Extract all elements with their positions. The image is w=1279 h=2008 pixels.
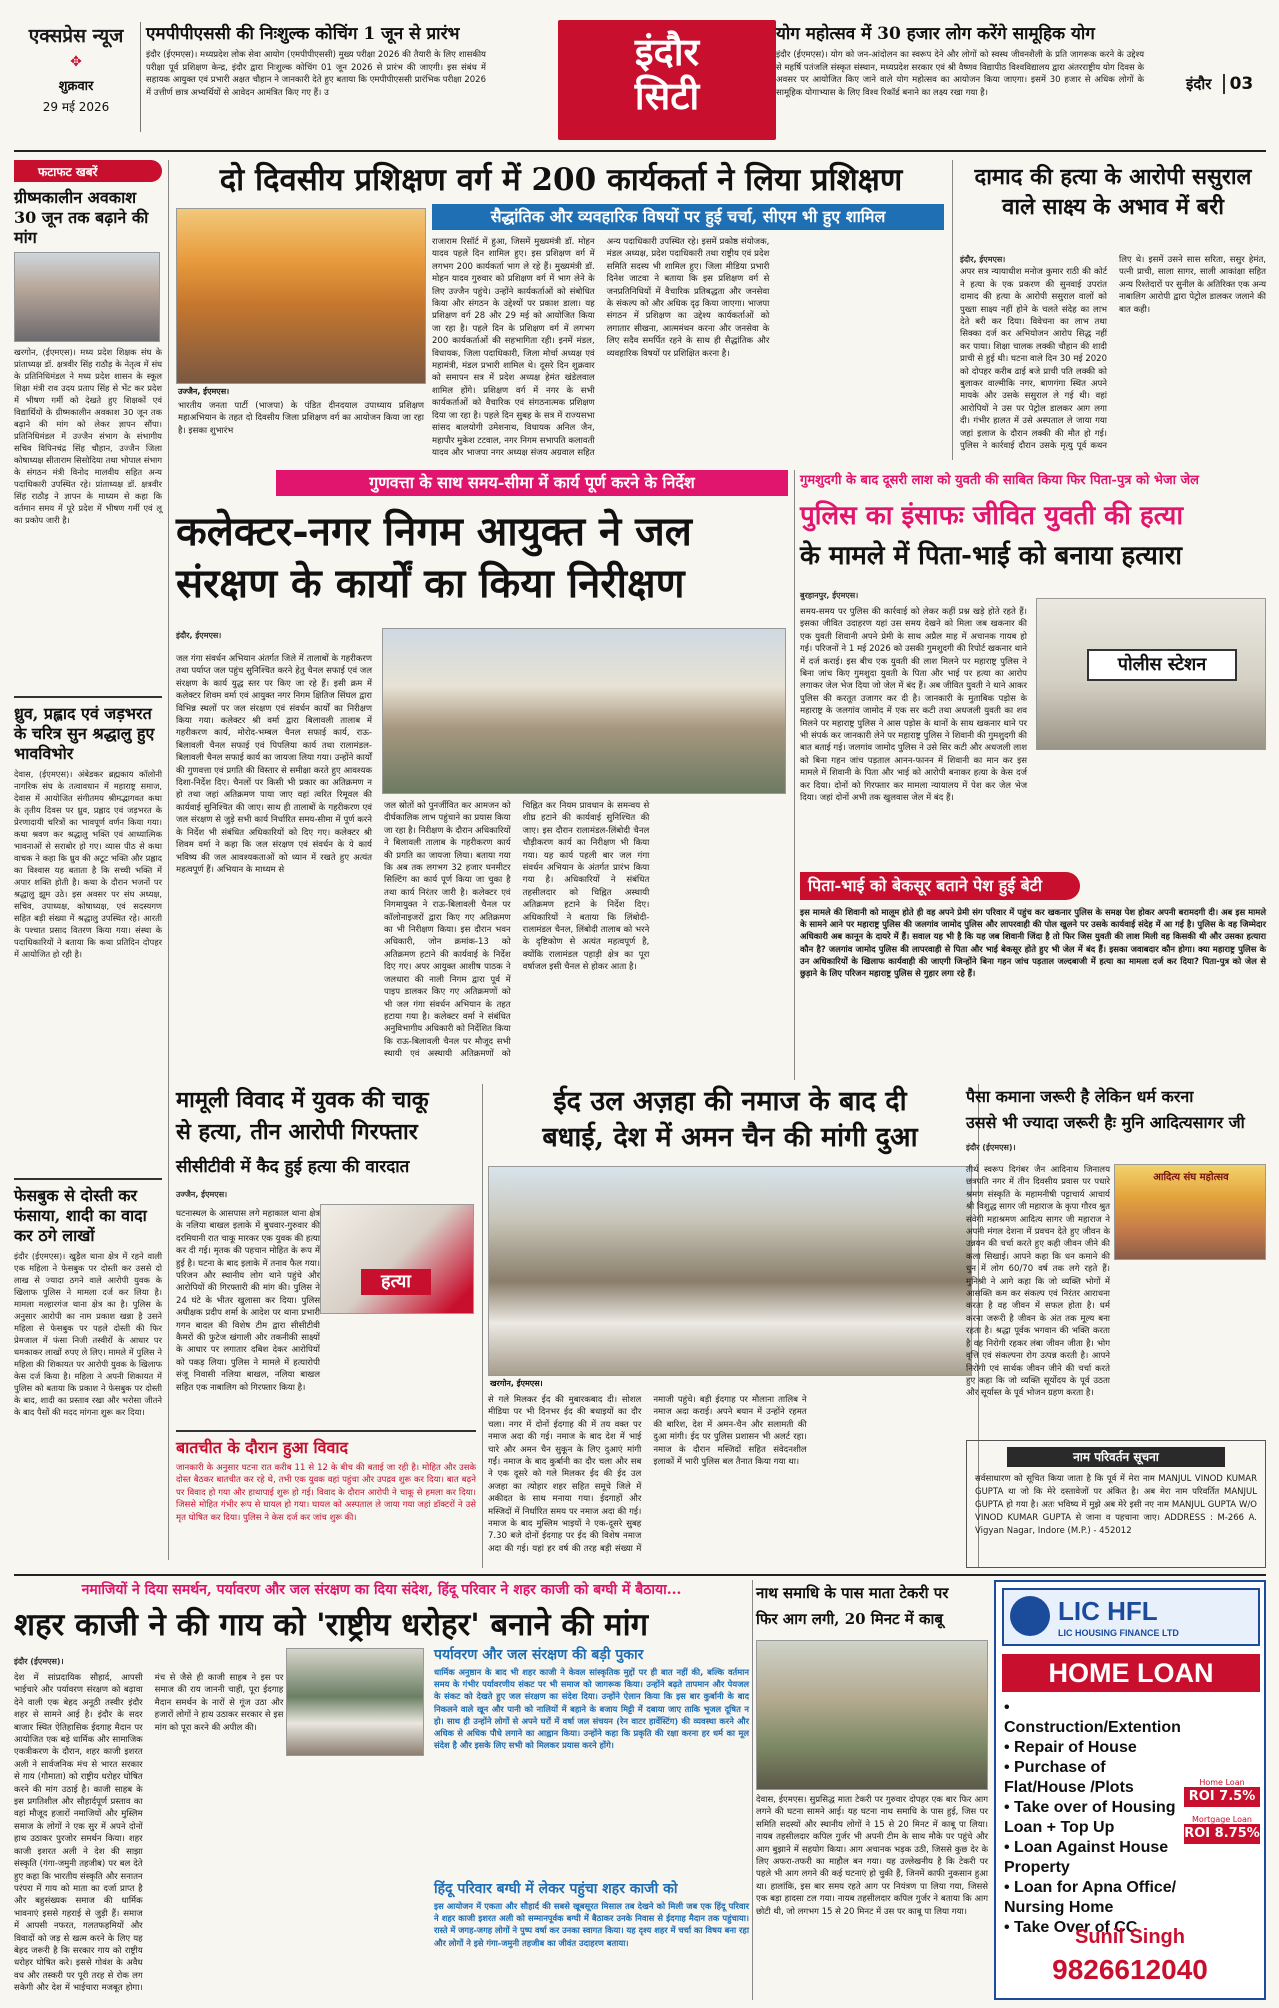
training-photo	[176, 208, 426, 384]
day: शुक्रवार	[58, 79, 94, 94]
qazi-headline: शहर काजी ने की गाय को 'राष्ट्रीय धरोहर' बनाने की मांग	[14, 1607, 649, 1643]
sidebar-story1-headline: ग्रीष्मकालीन अवकाश 30 जून तक बढ़ाने की मांग	[14, 188, 149, 247]
damad-body	[960, 254, 1266, 462]
lic-logo	[1002, 1588, 1260, 1646]
collector-text-left: जल गंगा संवर्धन अभियान अंतर्गत जिले में तालाबों के गहरीकरण तथा पर्याप्त जल पहुंच सुनिश्चित करने हेतु चैनल सफाई एवं जल संरक्षण के कार्य युद्ध स्तर पर किए जा रहे हैं। इसी क्रम में कलेक्टर शिवम वर्मा एवं आयुक्त नगर निगम क्षितिज सिंघल द्वारा विभिन्न स्थलों पर जल संरक्षण एवं संवर्धन कार्यों का निरीक्षण किया गया। कलेक्टर श्री वर्मा द्वारा बिलावली तालाब में गहरीकरण कार्य, मोरोद-भम्बल चैनल सफाई कार्य, राऊ-बिलावली चैनल सफाई एवं पिपलिया कार्य तथा रालामंडल-बिलावली चैनल सफाई कार्य का जायजा लिया गया। उन्होंने कार्यों की गुणवत्ता एवं प्रगति की विस्तार से समीक्षा करते हुए आवश्यक दिशा-निर्देश दिए। चैनलों पर किसी भी प्रकार का अतिक्रमण न हो तथा जहां अतिक्रमण पाया जाए वहां त्वरित रिमूवल की कार्यवाई सुनिश्चित की जाए। साथ ही तालाबों के गहरीकरण एवं जल संरक्षण से जुड़े सभी कार्य निर्धारित समय-सीमा में पूर्ण करने के निर्देश भी संबंधित अधिकारियों को दिए गए। कलेक्टर श्री शिवम वर्मा ने कहा कि जल संरक्षण एवं संवर्धन के ये कार्य भविष्य की जल आवश्यकताओं को ध्यान में रखते हुए अत्यंत महत्वपूर्ण हैं। अभियान के माध्यम से	[176, 654, 372, 875]
murder-box	[176, 1430, 476, 1568]
dateline: इंदौर (ईएमएस)।	[966, 1143, 1016, 1152]
jain-headline-line1: पैसा कमाना जरूरी है लेकिन धर्म करना	[966, 1087, 1194, 1106]
paper-name: एक्सप्रेस न्यूज	[28, 25, 124, 47]
lic-item: • Take over of Housing Loan + Top Up	[1004, 1799, 1176, 1836]
section-title-line1: इंदौर	[634, 29, 700, 74]
murder-photo-label: हत्या	[361, 1269, 431, 1295]
lic-rate1: ROI 7.5%	[1184, 1787, 1260, 1807]
headline: एमपीपीएससी की निःशुल्क कोचिंग 1 जून से प्रारंभ	[146, 24, 460, 44]
lic-item: • Loan for Apna Office/ Nursing Home	[1004, 1879, 1177, 1916]
city-label: इंदौर	[1186, 75, 1212, 93]
jain-text: तीर्थ स्वरूप दिगंबर जैन आदिनाथ जिनालय छत्रपति नगर में तीन दिवसीय प्रवास पर पधारे श्रमण संस्कृति के महामनीषी पट्टाचार्य आचार्य श्री विशुद्ध सागर जी महाराज के कृपा गौरव श्रुत संवेगी महाश्रमण आदित्य सागर जी महाराज ने अपनी मंगल देशना में प्रवचन देते हुए जीवन के उन्नयन की चर्चा करते हुए कही जीवन जीने की कला सिखाई। आपने कहा कि धन कमाने की धुन में लोग 60/70 वर्ष तक लगे रहते हैं। मुनिश्री ने आगे कहा कि जो व्यक्ति भोगों में आसक्ति कम कर संकल्प एवं निरंतर आराधना करता है वह जीवन में सफल होता है। धर्म करना जरूरी है जीवन के अंत तक मूल्य बना रहता है। श्रद्धा पूर्वक भगवान की भक्ति करता है वह निरोगी रहकर लंबा जीवन जीता है। भोग वृत्ति एवं संकल्पना रोग उत्पन्न करती है। आपने निरोगी एवं सार्थक जीवन जीने की चर्चा करते हुए कहा कि जो व्यक्ति सूर्योदय के पूर्व उठता और सूर्यास्त के पूर्व भोजन ग्रहण करता है।	[966, 1165, 1110, 1399]
name-change-text: सर्वसाधारण को सूचित किया जाता है कि पूर्व में मेरा नाम MANJUL VINOD KUMAR GUPTA था जो कि मेरे दस्तावेजों पर अंकित है। अब मेरा नाम परिवर्तित MANJUL GUPTA हो गया है। अतः भविष्य में मुझे अब मेरे इसी नए नाम MANJUL GUPTA W/O VINOD KUMAR GUPTA से जाना व पहचाना जाए। ADDRESS : M-266 A. Vigyan Nagar, Indore (M.P.) - 452012	[975, 1474, 1257, 1536]
police-box-title: पिता-भाई को बेकसूर बताने पेश हुई बेटी	[800, 872, 1080, 900]
top-story-subheadline: सैद्धांतिक और व्यवहारिक विषयों पर हुई चर्चा, सीएम भी हुए शामिल	[432, 204, 944, 230]
police-box-text: इस मामले की शिवानी को मालूम होते ही वह अपने प्रेमी संग परिवार में पहुंच कर खकनार पुलिस के समक्ष पेश होकर अपनी बरामदगी दी। अब इस मामले के सामने आने पर महाराष्ट्र पुलिस की जलगांव जामोद पुलिस और लापरवाही की पोल खुलने पर उसके कार्यवाई संदेह में आ गई है। पुलिस के वह जिम्मेदार अधिकारी अब कानून के दायरे में हैं। सवाल यह भी है कि यह जब शिवानी जिंदा है तो फिर जिस युवती की लाश मिली वह किसकी थी और उसका हत्यारा कौन है? जलगांव जामोद पुलिस की लापरवाही से पिता और भाई बेकसूर होते हुए भी जेल में बंद हैं। इसका जवाबदार कौन होगा। क्या महाराष्ट्र पुलिस के उन अधिकारियों के खिलाफ कार्यवाही की जाएगी जिन्होंने बिना गहन जांच पड़ताल जल्दबाजी में हत्या का मामला दर्ज कर दिया? पिता-पुत्र को जेल से छुड़ाने के लिए परिजन महाराष्ट्र पुलिस से गुहार लगा रहे हैं।	[800, 907, 1266, 979]
top-story-col1: भारतीय जनता पार्टी (भाजपा) के पंडित दीनदयाल उपाध्याय प्रशिक्षण महाअभियान के तहत दो दिवसीय जिला प्रशिक्षण वर्ग का आयोजन किया जा रहा है। इसका शुभारंभ	[178, 401, 424, 436]
lic-rate1-label: Home Loan	[1199, 1778, 1245, 1787]
fire-photo	[756, 1640, 988, 1790]
eid-namaz-photo	[488, 1166, 972, 1376]
photo-credit: उज्जैन, ईएमएस।	[178, 387, 230, 396]
station-sign: पोलीस स्टेशन	[1087, 649, 1237, 681]
lic-ad	[994, 1580, 1266, 2000]
damad-text: अपर सत्र न्यायाधीश मनोज कुमार राठी की कोर्ट ने हत्या के एक प्रकरण की सुनवाई उपरांत दामाद की हत्या के आरोपी ससुराल वालों को पुख्ता साक्ष्य नहीं होने के चलते संदेह का लाभ देते बरी कर दिया। विवेचना का लाभ तथा सिक्का दर्ज कर अभियोजन आरोप सिद्ध नहीं कर पाया। शिक्षा चालक लक्की चौहान की शादी प्राची से हुई थी। घटना वाले दिन 30 मई 2020 को दोपहर करीब ढाई बजे प्राची पति लक्की को बुलाकर वाल्मीकि नगर, बाणगंगा स्थित अपने मायके और उसके ससुराल ले गई थी। वहां आरोपियों ने उस पर पेट्रोल डालकर आग लगा दी। गंभीर हालत में उसे अस्पताल ले जाया गया जहां इलाज के दौरान लक्की की मौत हो गई। पुलिस ने कार्रवाई दौरान उसके मृत्यु पूर्व कथन लिए थे। इसमें उसने सास सरिता, ससुर हेमंत, पत्नी प्राची, साला सागर, साली आकांक्षा सहित अन्य रिश्तेदारों पर सुनील के अतिरिक्त एक अन्य नाबालिग आरोपी द्वारा पेट्रोल डालकर जलाने की बात कही।	[960, 255, 1266, 452]
qazi-side-boxes	[434, 1646, 749, 2000]
eid-story	[488, 1084, 972, 1568]
murder-headline-line1: मामूली विवाद में युवक की चाकू	[176, 1087, 429, 1113]
police-headline-line1-text: पुलिस का इंसाफः जीवित युवती की हत्या	[800, 501, 1184, 531]
lic-items	[1004, 1698, 1184, 1936]
lic-rate2: ROI 8.75%	[1184, 1824, 1260, 1844]
name-change-notice	[966, 1440, 1266, 1568]
murder-box-text: जानकारी के अनुसार घटना रात करीब 11 से 12 के बीच की बताई जा रही है। मोहित और उसके दोस्त बैठकर बातचीत कर रहे थे, तभी एक युवक वहां पहुंचा और उपद्रव शुरू कर दिया। बात बढ़ने पर विवाद हो गया और हाथापाई शुरू हो गई। विवाद के दौरान आरोपी ने चाकू से हमला कर दिया। जिससे मोहित गंभीर रूप से घायल हो गया। घायल को अस्पताल ले जाया गया जहां डॉक्टरों ने उसे मृत घोषित कर दिया। पुलिस ने केस दर्ज कर जांच शुरू की।	[176, 1463, 476, 1523]
qazi-kicker: नमाजियों ने दिया समर्थन, पर्यावरण और जल संरक्षण का दिया संदेश, हिंदू परिवार ने शहर काजी को बग्घी में बैठाया...	[81, 1582, 682, 1598]
lic-brand-sub: LIC HOUSING FINANCE LTD	[1058, 1628, 1179, 1638]
murder-subheadline: सीसीटीवी में कैद हुई हत्या की वारदात	[176, 1157, 410, 1177]
qazi-text: देश में सांप्रदायिक सौहार्द, आपसी भाईचारे और पर्यावरण संरक्षण को बढ़ावा देने वाली एक बेहद अनूठी तस्वीर इंदौर शहर से सामने आई है। इंदौर के सदर बाजार स्थित ऐतिहासिक ईदगाह मैदान पर आयोजित एक बड़े धार्मिक और सामाजिक एकत्रीकरण के दौरान, शहर काजी इशरत अली ने सार्वजनिक मंच से भारत सरकार से गाय (गौमाता) को राष्ट्रीय धरोहर घोषित करने की मांग उठाई है। काजी साहब के इस प्रगतिशील और सौहार्दपूर्ण प्रस्ताव का वहां मौजूद हजारों नमाजियों और मुस्लिम समाज के लोगों ने एक सुर में अपने दोनों हाथ उठाकर पुरजोर समर्थन किया। शहर काजी इशरत अली ने देश की साझा संस्कृति (गंगा-जमुनी तहजीब) पर बल देते हुए कहा कि भारतीय संस्कृति और सनातन परंपरा में गाय को माता का दर्जा प्राप्त है और बहुसंख्यक समाज की धार्मिक भावनाएं इससे गहराई से जुड़ी हैं। समाज में आपसी नफरत, गलतफहमियों और विवादों को जड़ से खत्म करने के लिए यह बेहद जरूरी है कि सरकार गाय को राष्ट्रीय धरोहर घोषित करे। इससे गोवंश के अवैध वध और तस्करी पर पूरी तरह से रोक लग सकेगी और देश में भाईचारा मजबूत होगा। मंच से जैसे ही काजी साहब ने इस पर समाज की राय जाननी चाही, पूरा ईदगाह मैदान समर्थन के नारों से गूंज उठा और हजारों लोगों ने हाथ उठाकर सरकार से इस मांग को पूरा करने की अपील की।	[14, 1673, 284, 1994]
page-number: 03	[1223, 74, 1254, 94]
lic-emblem-icon	[1010, 1596, 1050, 1636]
story-text: इंदौर (ईएमएस)। मध्यप्रदेश लोक सेवा आयोग (एमपीपीएससी) मुख्य परीक्षा 2026 की तैयारी के लिए शासकीय परीक्षा पूर्व प्रशिक्षण केन्द्र, इंदौर द्वारा निःशुल्क कोचिंग 01 जून 2026 से प्रारंभ की जाएगी। इस संबंध में सहायक आयुक्त एवं प्रभारी अक्षत चौहान ने जानकारी देते हुए बताया कि एमपीपीएससी प्रारंभिक परीक्षा 2026 में उत्तीर्ण छात्र अभ्यर्थियों से आवेदन आमंत्रित किए गए हैं। उ	[146, 50, 486, 98]
collector-left-col	[176, 630, 372, 1028]
dateline: उज्जैन, ईएमएस।	[176, 1190, 228, 1199]
top-story-text: राजाराम रिसॉर्ट में हुआ, जिसमें मुख्यमंत्री डॉ. मोहन यादव पहले दिन शामिल हुए। इस प्रशिक्षण वर्ग में लगभग 200 कार्यकर्ता भाग ले रहे हैं। मुख्यमंत्री डॉ. मोहन यादव गुरुवार को प्रशिक्षण वर्ग में भाग लेने के लिए उज्जैन पहुंचे। उन्होंने कार्यकर्ताओं को संबोधित किया और संगठन के उद्देश्यों पर प्रकाश डाला। यह प्रशिक्षण वर्ग 28 और 29 मई को आयोजित किया जा रहा है। पहले दिन के प्रशिक्षण वर्ग में लगभग 200 कार्यकर्ताओं की सहभागिता रही। इनमें मंडल, विधायक, जिला पदाधिकारी, जिला मोर्चा अध्यक्ष एवं महामंत्री, मंडल प्रभारी शामिल थे। दूसरे दिन शुक्रवार को समापन सत्र में प्रदेश अध्यक्ष हेमंत खंडेलवाल शामिल होंगे। प्रशिक्षण वर्ग में नगर के सभी कार्यकर्ताओं को वैचारिक एवं संगठनात्मक प्रशिक्षण दिया जा रहा है। पहले दिन सुबह के सत्र में राज्यसभा सांसद बालयोगी उमेशनाथ, विधायक अनिल जैन, महापौर मुकेश टटवाल, नगर निगम सभापति कलावती यादव और भाजपा नगर अध्यक्ष संजय अग्रवाल सहित अन्य पदाधिकारी उपस्थित रहे। इसमें प्रकोष्ठ संयोजक, मंडल अध्यक्ष, प्रदेश पदाधिकारी तथा राष्ट्रीय एवं प्रदेश समिति सदस्य भी शामिल हुए। जिला मीडिया प्रभारी दिनेश जाटवा ने बताया कि इस प्रशिक्षण वर्ग से जनप्रतिनिधियों में वैचारिक प्रतिबद्धता और जनसेवा के संकल्प को और अधिक दृढ़ किया जाएगा। भाजपा संगठन में प्रशिक्षण का उद्देश्य कार्यकर्ताओं को लगातार सीखना, आत्ममंथन करना और जनसेवा के लिए सदैव समर्पित रहने के साथ ही सैद्धांतिक और व्यवहारिक विषयों पर प्रशिक्षित करना है।	[432, 237, 770, 458]
top-story	[176, 160, 946, 468]
police-headline-line2: के मामले में पिता-भाई को बनाया हत्यारा	[800, 541, 1182, 571]
sidebar-story2-headline: ध्रुव, प्रह्लाद एवं जड़भरत के चरित्र सुन श्रद्धालु हुए भावविभोर	[14, 704, 155, 763]
section-title	[558, 20, 776, 140]
lic-item: • Purchase of Flat/House /Plots	[1004, 1759, 1134, 1796]
damad-story	[960, 162, 1266, 462]
fire-text: देवास, ईएमएस। सुप्रसिद्ध माता टेकरी पर गुरुवार दोपहर एक बार फिर आग लगने की घटना सामने आई। यह घटना नाथ समाधि के पास हुई, जिस पर समिति सदस्यों और स्थानीय लोगों ने 15 से 20 मिनट में काबू पा लिया। नायब तहसीलदार कपिल गुर्जर भी अपनी टीम के साथ मौके पर पहुंचे और आग बुझाने में सहयोग किया। आग अचानक भड़क उठी, जिससे कुछ देर के लिए अफरा-तफरी का माहौल बन गया। यह उल्लेखनीय है कि टेकरी पर पहले भी आग लगने की कई घटनाएं हो चुकी हैं, जिनमें काफी नुकसान हुआ था। हालांकि, इस बार समय रहते आग पर नियंत्रण पा लिया गया, जिससे एक बड़ा हादसा टल गया। नायब तहसीलदार कपिल गुर्जर ने बताया कि आग छोटी थी, जो लगभग 15 से 20 मिनट में उस पर काबू पा लिया गया।	[756, 1795, 988, 1917]
police-story	[800, 470, 1266, 1080]
lic-item: • Loan Against House Property	[1004, 1839, 1169, 1876]
murder-text: घटनास्थल के आसपास लगे महाकाल थाना क्षेत्र के नलिया बाखल इलाके में बुधवार-गुरुवार की दरमियानी रात चाकू मारकर एक युवक की हत्या कर दी गई। मृतक की पहचान मोहित के रूप में हुई है। घटना के बाद इलाके में तनाव फैल गया। परिजन और स्थानीय लोग थाने पहुंचे और आरोपियों की गिरफ्तारी की मांग की। पुलिस ने 24 घंटे के भीतर खुलासा कर दिया। पुलिस अधीक्षक प्रदीप शर्मा के आदेश पर थाना प्रभारी गगन बादल की विशेष टीम द्वारा सीसीटीवी कैमरों की फुटेज खंगाली और तकनीकी साक्ष्यों के आधार पर लगातार दबिश देकर आरोपियों को पकड़ लिया। पुलिस ने मामले में हत्यारोपी संजू निवासी नलिया बाखल, नलिया बाखल सहित एक नाबालिग को गिरफ्तार किया है।	[176, 1209, 320, 1393]
lic-brand: LIC HFL	[1058, 1596, 1158, 1626]
masthead-right-story	[776, 24, 1144, 134]
murder-story	[176, 1084, 476, 1568]
police-kicker: गुमशुदगी के बाद दूसरी लाश को युवती की साबित किया फिर पिता-पुत्र को भेजा जेल	[800, 473, 1199, 488]
murder-box-title: बातचीत के दौरान हुआ विवाद	[176, 1438, 349, 1457]
lic-title: HOME LOAN	[1002, 1654, 1260, 1692]
masthead-left-story	[146, 24, 486, 134]
jain-headline-line2: उससे भी ज्यादा जरूरी हैः मुनि आदित्यसागर जी	[966, 1113, 1245, 1132]
police-headline-line1	[800, 496, 1266, 536]
lic-item: • Take Over of CC	[1004, 1919, 1138, 1936]
jain-photo-caption: आदित्य संघ महोत्सव	[1153, 1172, 1229, 1183]
sidebar-label: फटाफट खबरें	[14, 160, 162, 182]
lic-rates	[1184, 1778, 1260, 1874]
name-change-title: नाम परिवर्तन सूचना	[1007, 1447, 1225, 1467]
paper-brand	[16, 22, 136, 142]
headline: योग महोत्सव में 30 हजार लोग करेंगे सामूहिक योग	[776, 24, 1095, 44]
collector-headline-line1: कलेक्टर-नगर निगम आयुक्त ने जल	[176, 508, 692, 555]
lic-agent: Sunil Singh	[1075, 1926, 1185, 1948]
photo-credit: खरगोन, ईएमएस।	[490, 1379, 543, 1388]
qazi-box1-text: धार्मिक अनुष्ठान के बाद भी शहर काजी ने केवल सांस्कृतिक मुद्दों पर ही बात नहीं की, बल्कि वर्तमान समय के गंभीर पर्यावरणीय संकट पर भी समाज को जागरूक किया। उन्होंने बढ़ते तापमान और पेयजल के संकट को देखते हुए जल संरक्षण का संदेश दिया। उन्होंने ऐलान किया कि इस बार कुर्बानी के बाद निकलने वाले खून और पानी को नालियों में बहाने के बजाय मिट्टी में दबाया जाए ताकि भूजल दूषित न हो। साथ ही उन्होंने लोगों से अपने घरों में वर्षा जल संचयन (रेन वाटर हार्वेस्टिंग) की व्यवस्था करने और अधिक से अधिक पौधे लगाने का आह्वान किया। उन्होंने कहा कि प्रकृति की रक्षा करना हर धर्म का मूल संदेश है और इसके लिए सभी को मिलकर प्रयास करने होंगे।	[434, 1667, 749, 1751]
sidebar-story3-text: इंदौर (ईएमएस)। खुड़ैल थाना क्षेत्र में रहने वाली एक महिला ने फेसबुक पर दोस्ती कर उससे दो लाख से ज्यादा ठगने वाले आरोपी युवक के खिलाफ पुलिस ने मामला दर्ज कर लिया है। मामला मल्हारगंज थाना क्षेत्र का है। पुलिस के अनुसार आरोपी का नाम प्रकाश खन्ना है उसने महिला से फेसबुक पर पहले दोस्ती की फिर प्रेमजाल में फंसा निजी तस्वीरों के आधार पर धमकाकर लाखों रुपए ले लिए। मामले में पुलिस ने महिला की शिकायत पर आरोपी युवक के खिलाफ केस दर्ज किया है। महिला ने अपनी शिकायत में पुलिस को बताया कि प्रकाश ने फेसबुक पर दोस्ती के बाद, शादी का प्रस्ताव रखा और भरोसा जीतने के बाद पैसों की मदद मांगना शुरू कर दिया।	[14, 1251, 162, 1417]
page-folio	[1186, 74, 1266, 100]
lic-item: • Construction/Extention	[1004, 1699, 1181, 1736]
collector-text-bottom: जल स्रोतों को पुनर्जीवित कर आमजन को दीर्घकालिक लाभ पहुंचाने का प्रयास किया जा रहा है। निरीक्षण के दौरान अधिकारियों ने बिलावली तालाब के गहरीकरण कार्य की प्रगति का जायजा लिया। बताया गया कि अब तक लगभग 32 हजार घनमीटर सिल्टिंग का कार्य पूर्ण किया जा चुका है तथा कार्य निरंतर जारी है। कलेक्टर एवं निगमायुक्त ने राऊ-बिलावली चैनल पर कॉलोनाइजरों द्वारा किए गए अतिक्रमण का भी निरीक्षण किया। इस दौरान भवन अधिकारी, जोन क्रमांक-13 को अतिक्रमण हटाने की कार्यवाई के निर्देश दिए गए। अपर आयुक्त आशीष पाठक ने जलधारा की नाली निगम द्वारा पूर्व में पाइप डालकर किए गए अतिक्रमणों को भी जल गंगा संवर्धन अभियान के तहत हटाया गया है। कलेक्टर वर्मा ने संबंधित अनुविभागीय अधिकारी को निर्देशित किया कि राऊ-बिलावली चैनल पर मौजूद सभी स्थायी एवं अस्थायी अतिक्रमणों को चिह्नित कर नियम प्रावधान के समन्वय से शीघ्र हटाने की कार्यवाई सुनिश्चित की जाए। इस दौरान रालामंडल-लिंबोदी चैनल चौड़ीकरण कार्य का निरीक्षण भी किया गया। यह कार्य पहली बार जल गंगा संवर्धन अभियान के अंतर्गत प्रारंभ किया गया है। अधिकारियों ने संबंधित तहसीलदार को चिह्नित अस्थायी अतिक्रमण हटाने के निर्देश दिए। अधिकारियों ने बताया कि लिंबोदी-रालामंडल चैनल, लिंबोदी तालाब को भरने के दृष्टिकोण से अत्यंत महत्वपूर्ण है, क्योंकि रालामंडल पहाड़ी क्षेत्र का पूरा वर्षाजल इसी चैनल से होकर आता है।	[384, 801, 650, 1060]
date: 29 मई 2026	[42, 100, 110, 114]
jain-story	[966, 1084, 1266, 1440]
top-story-headline: दो दिवसीय प्रशिक्षण वर्ग में 200 कार्यकर्ता ने लिया प्रशिक्षण	[219, 162, 903, 198]
collector-inspection-photo	[382, 628, 786, 794]
eid-headline-line2: बधाई, देश में अमन चैन की मांगी दुआ	[542, 1122, 918, 1153]
ornament-icon: ✥	[70, 54, 82, 70]
dateline: इंदौर, ईएमएस।	[176, 631, 222, 640]
fire-headline-line2: फिर आग लगी, 20 मिनट में काबू	[756, 1610, 943, 1628]
dateline: बुरहानपुर, ईएमएस।	[800, 591, 859, 600]
damad-headline: दामाद की हत्या के आरोपी ससुराल वाले साक्ष्य के अभाव में बरी	[974, 164, 1252, 220]
lic-item: • Repair of House	[1004, 1739, 1137, 1756]
section-title-line2: सिटी	[634, 73, 700, 118]
sidebar-story3-headline: फेसबुक से दोस्ती कर फंसाया, शादी का वादा कर ठगे लाखों	[14, 1186, 147, 1245]
dateline: इंदौर (ईएमएस)।	[14, 1657, 64, 1666]
fire-headline-line1: नाथ समाधि के पास माता टेकरी पर	[756, 1584, 949, 1602]
qazi-box2-text: इस आयोजन में एकता और सौहार्द की सबसे खूबसूरत मिसाल तब देखने को मिली जब एक हिंदू परिवार ने शहर काजी इशरत अली को सम्मानपूर्वक बग्घी में बैठाकर उनके निवास से ईदगाह मैदान तक पहुंचाया। रास्ते में जगह-जगह लोगों ने पुष्प वर्षा कर उनका स्वागत किया। यह दृश्य शहर में चर्चा का विषय बना रहा और लोगों ने इसे गंगा-जमुनी तहजीब का जीवंत उदाहरण बताया।	[434, 1901, 749, 1948]
police-box	[800, 872, 1266, 1078]
masthead	[0, 0, 1279, 150]
sidebar	[14, 160, 162, 1580]
qazi-box1-title: पर्यावरण और जल संरक्षण की बड़ी पुकार	[434, 1647, 644, 1663]
sidebar-story1-text: खरगोन, (ईएमएस)। मध्य प्रदेश शिक्षक संघ के प्रांताध्यक्ष डॉ. क्षत्रवीर सिंह राठौड़ के नेतृत्व में संघ के प्रतिनिधिमंडल ने मध्य प्रदेश शासन के स्कूल शिक्षा मंत्री राव उदय प्रताप सिंह से भेंट कर प्रदेश में भीषण गर्मी को देखते हुए शिक्षकों एवं विद्यार्थियों के ग्रीष्मकालीन अवकाश 30 जून तक बढ़ाने की मांग को लेकर ज्ञापन सौंपा। प्रतिनिधिमंडल में उज्जैन संभाग के संभागीय सचिव विपिनचंद्र सिंह चौहान, उज्जैन जिला कोषाध्यक्ष सीताराम सिसोदिया तथा भोपाल संभाग के संगठन मंत्री विनोद मालवीय सहित अन्य पदाधिकारी उपस्थित रहे। प्रांताध्यक्ष डॉ. क्षत्रवीर सिंह राठौड़ ने ज्ञापन के माध्यम से कहा कि वर्तमान समय में पूरे प्रदेश में भीषण गर्मी एवं लू का प्रकोप जारी है।	[14, 347, 162, 525]
sidebar-story1-photo	[14, 252, 160, 342]
lic-phone: 9826612040	[1052, 1954, 1208, 1985]
collector-kicker: गुणवत्ता के साथ समय-सीमा में कार्य पूर्ण करने के निर्देश	[276, 470, 788, 496]
sidebar-story2-text: देवास, (ईएमएस)। अंबेडकर ब्रह्मकाय कॉलोनी नागरिक संघ के तत्वावधान में महाराष्ट्र समाज, देवास में आयोजित संगीतमय श्रीमद्भागवत कथा के तृतीय दिवस पर ध्रुव, प्रह्लाद एवं जड़भरत के प्रेरणादायी चरित्रों का भावपूर्ण वर्णन किया गया। कथा श्रवण कर श्रद्धालु भक्ति एवं आध्यात्मिक भावनाओं से सराबोर हो गए। व्यास पीठ से कथा वाचक ने कहा कि ध्रुव की अटूट भक्ति और प्रह्लाद का विश्वास यह बताता है कि सच्ची भक्ति में अपार शक्ति होती है। कथा के दौरान भजनों पर श्रद्धालु झूम उठे। इस अवसर पर संघ अध्यक्ष, सचिव, उपाध्यक्ष, कोषाध्यक्ष, एवं सदस्यगण सहित बड़ी संख्या में श्रद्धालु उपस्थित रहे। आरती के पश्चात प्रसाद वितरण किया गया। संस्था के पदाधिकारियों ने बताया कि कथा प्रतिदिन दोपहर में आयोजित हो रही है।	[14, 769, 162, 959]
top-story-photo	[176, 208, 426, 398]
story-text: इंदौर (ईएमएस)। योग को जन-आंदोलन का स्वरूप देने और लोगों को स्वस्थ जीवनशैली के प्रति जागरूक करने के उद्देश्य से महर्षि पतंजलि संस्कृत संस्थान, मध्यप्रदेश सरकार एवं श्री वैष्णव विद्यापीठ विश्वविद्यालय द्वारा अंतरराष्ट्रीय योग दिवस के अवसर पर आयोजित किए जाने वाले योग महोत्सव का आयोजन किया जाएगा। इसमें 30 हजार से अधिक लोगों के सामूहिक योगाभ्यास के लिए विश्व रिकॉर्ड बनाने का लक्ष्य रखा गया है।	[776, 50, 1144, 98]
murder-headline-line2: से हत्या, तीन आरोपी गिरफ्तार	[176, 1119, 418, 1145]
dateline: इंदौर, ईएमएस।	[960, 255, 1006, 264]
lic-rate2-label: Mortgage Loan	[1192, 1815, 1252, 1824]
police-text: समय-समय पर पुलिस की कार्रवाई को लेकर कहीं प्रश्न खड़े होते रहते हैं। इसका जीवित उदाहरण यहां उस समय देखने को मिला जब खकनार की एक युवती शिवानी अपने प्रेमी के साथ अप्रैल माह में अचानक गायब हो गई। परिजनों ने 1 मई 2026 को उसकी गुमशुदगी की रिपोर्ट खकनार थाने में दर्ज कराई। इस बीच एक युवती की लाश मिलने पर महाराष्ट्र पुलिस ने बिना जांच किए गुमशुदा युवती के पिता और भाई पर हत्या का आरोप लगाकर जेल भेज दिया जो जेल में बंद हैं। अब जीवित युवती ने थाने आकर पुलिस की करतूत उजागर कर दी है। जानकारी के मुताबिक पड़ोस के महाराष्ट्र के जलगांव जामोद में एक सर कटी तथा अधजली युवती का शव मिलने पर महाराष्ट्र पुलिस ने आस पड़ोस के थानों के साथ खकनार थाने पर भी संपर्क कर जानकारी लेने पर महाराष्ट्र पुलिस ने शिवानी की गुमशुदगी की बात बताई गई। जलगांव जामोद पुलिस ने उसे सिर कटी और अधजली लाश को बिना गहन जांच पड़ताल आनन-फानन में शिवानी का मान कर इस मामले में शिवानी के पिता और भाई को आरोपी बनाकर हत्या के केस दर्ज कर दिया। दोनों को गिरफ्तार कर मामला न्यायालय में पेश कर जेल भेज दिया। जहां दोनों अभी तक खुलवास जेल में बंद हैं।	[800, 607, 1027, 804]
qazi-box2-title: हिंदू परिवार बग्घी में लेकर पहुंचा शहर काजी को	[434, 1881, 678, 1897]
fire-story	[756, 1580, 988, 2000]
eid-headline-line1: ईद उल अज़हा की नमाज के बाद दी	[553, 1086, 907, 1117]
collector-headline-line2: संरक्षण के कार्यों का किया निरीक्षण	[176, 560, 685, 607]
qazi-story	[14, 1580, 749, 2000]
eid-text: से गले मिलकर ईद की मुबारकबाद दी। सोशल मीडिया पर भी दिनभर ईद की बधाइयों का दौर चला। नगर में दोनों ईदगाह की में तय वक्त पर नमाज अदा की गई। नमाज के बाद देश में भाई चारे और अमन चैन सुकून के लिए दुआएं मांगी गईं। नमाज के बाद कुर्बानी का दौर चला और सब ने एक दूसरे को गले मिलकर ईद की ईद उल अजहा का त्योहार शहर सहित समूचे जिले में अकीदत के साथ मनाया गया। ईदगाहों और मस्जिदों में निर्धारित समय पर नमाज अदा की गई। नमाज के बाद मुस्लिम भाइयों ने एक-दूसरे सुबह 7.30 बजे दोनों ईदगाह पर ईद की विशेष नमाज अदा की गई। यहां हर वर्ष की तरह बड़ी संख्या में नमाजी पहुंचे। बड़ी ईदगाह पर मौलाना तालिब ने नमाज अदा कराई। अपने बयान में उन्होंने रहमत की बारिश, देश में अमन-चैन और सलामती की दुआ मांगी। ईद पर पुलिस प्रशासन भी अलर्ट रहा। नमाज के दौरान मस्जिदों सहित संवेदनशील इलाकों में भारी पुलिस बल तैनात किया गया था।	[488, 1395, 807, 1554]
